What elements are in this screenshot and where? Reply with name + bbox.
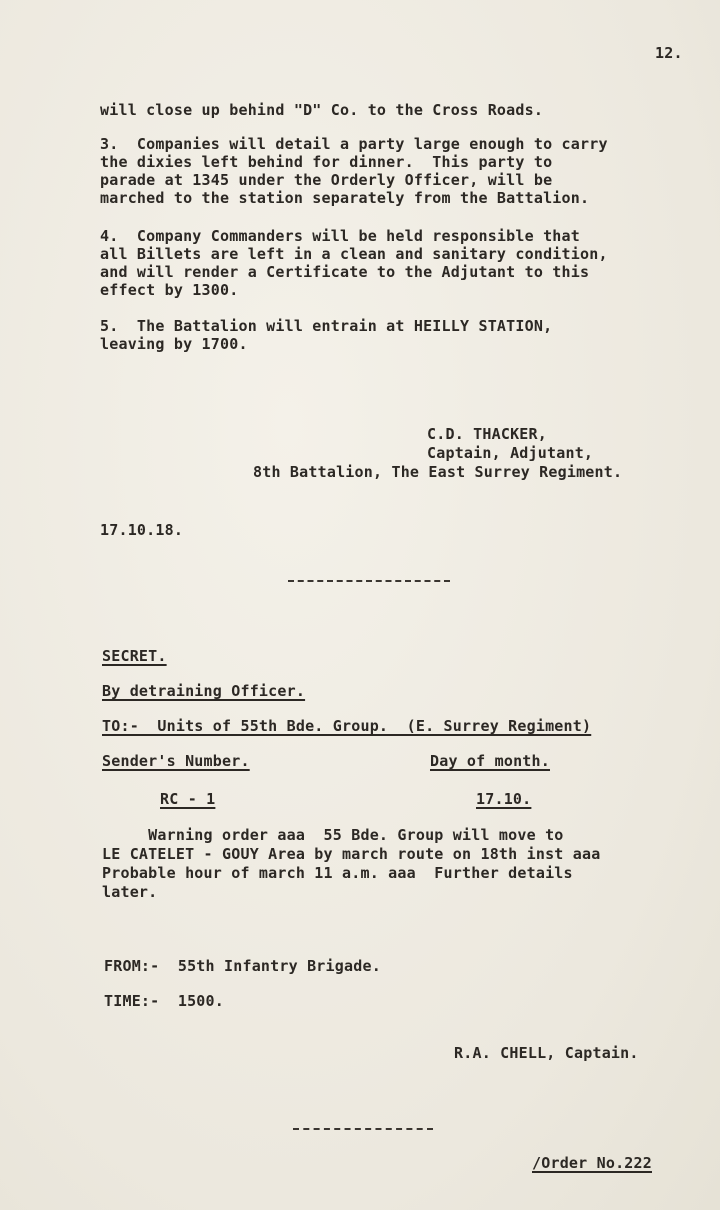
day-of-month-value: 17.10. <box>476 790 532 808</box>
signatory-name: C.D. THACKER, <box>427 425 547 443</box>
day-of-month-label: Day of month. <box>430 752 550 770</box>
continuation-line: will close up behind "D" Co. to the Cross Roads. <box>100 101 544 119</box>
secret-heading: SECRET. <box>102 647 167 665</box>
message-line: later. <box>102 883 158 901</box>
by-line: By detraining Officer. <box>102 682 306 700</box>
separator-rule <box>288 580 450 582</box>
message-line: Warning order aaa 55 Bde. Group will move to <box>102 826 564 844</box>
paragraph-line: leaving by 1700. <box>100 335 248 353</box>
message-line: Probable hour of march 11 a.m. aaa Further details <box>102 864 573 882</box>
paragraph-line: and will render a Certificate to the Adjutant to this <box>100 263 590 281</box>
paragraph-line: the dixies left behind for dinner. This party to <box>100 153 553 171</box>
paragraph-line: 3. Companies will detail a party large enough to carry <box>100 135 608 153</box>
sender-number-label: Sender's Number. <box>102 752 250 770</box>
to-line: TO:- Units of 55th Bde. Group. (E. Surrey Regiment) <box>102 717 592 735</box>
paragraph-line: marched to the station separately from the Battalion. <box>100 189 590 207</box>
paragraph-line: all Billets are left in a clean and sanitary condition, <box>100 245 608 263</box>
continuation-reference: /Order No.222 <box>532 1154 652 1172</box>
order-date: 17.10.18. <box>100 521 184 539</box>
time-line: TIME:- 1500. <box>104 992 224 1010</box>
message-line: LE CATELET - GOUY Area by march route on 18th inst aaa <box>102 845 601 863</box>
page-number: 12. <box>655 44 683 62</box>
signatory-rank: Captain, Adjutant, <box>427 444 594 462</box>
paragraph-line: 5. The Battalion will entrain at HEILLY STATION, <box>100 317 553 335</box>
paragraph-line: 4. Company Commanders will be held responsible that <box>100 227 580 245</box>
message-signature: R.A. CHELL, Captain. <box>454 1044 639 1062</box>
sender-number-value: RC - 1 <box>160 790 216 808</box>
separator-rule-bottom <box>293 1128 433 1130</box>
paragraph-line: effect by 1300. <box>100 281 239 299</box>
from-line: FROM:- 55th Infantry Brigade. <box>104 957 381 975</box>
paragraph-line: parade at 1345 under the Orderly Officer, will be <box>100 171 553 189</box>
signatory-unit: 8th Battalion, The East Surrey Regiment. <box>253 463 623 481</box>
